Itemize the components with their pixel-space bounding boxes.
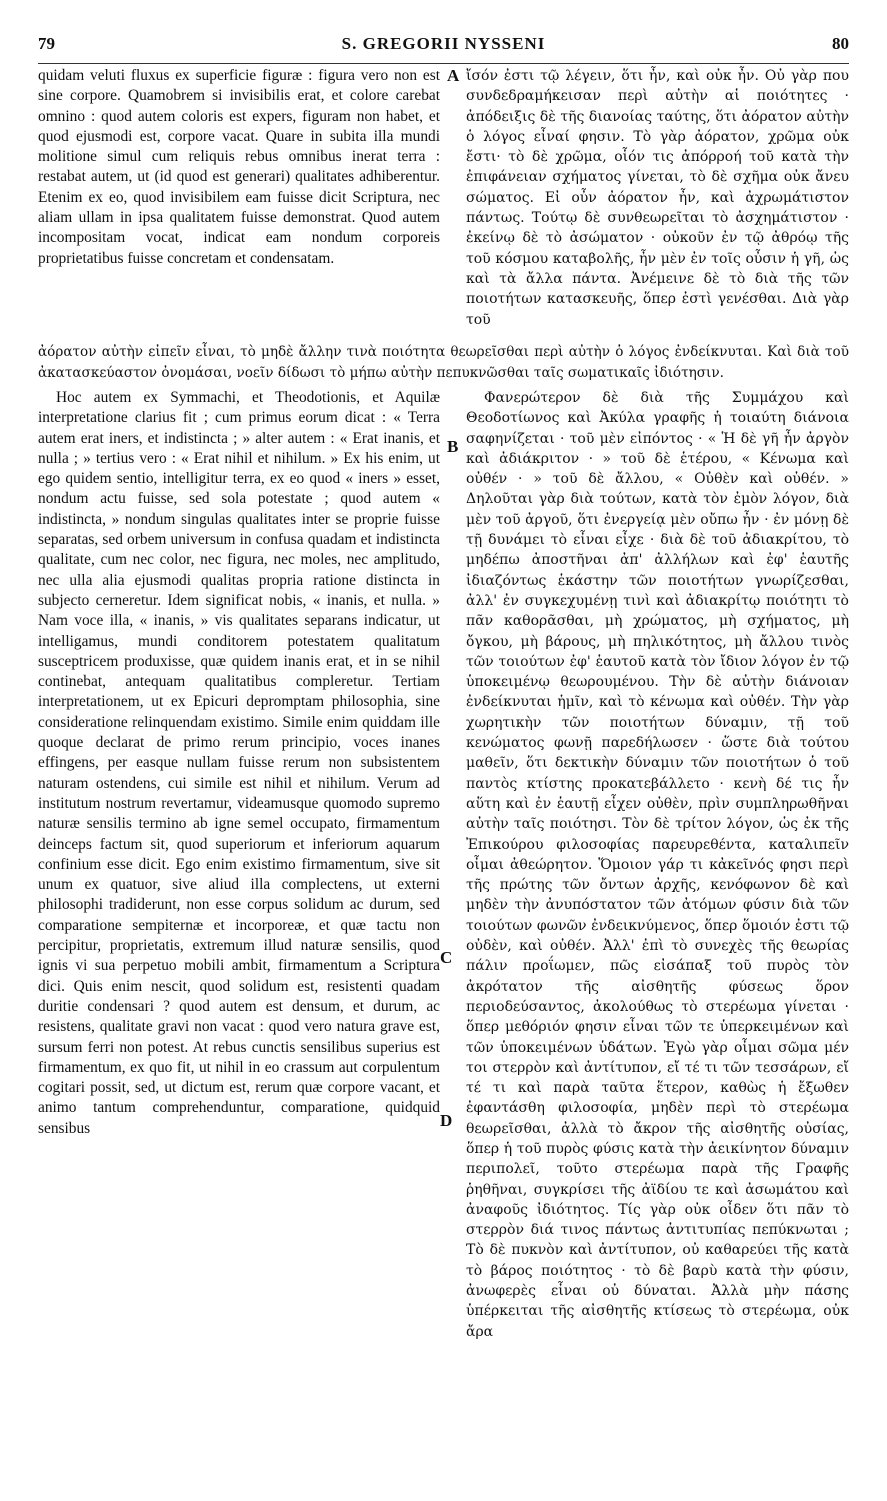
latin-paragraph-1: quidam veluti fluxus ex superficie figuræ : figura vero non est sine corpore. Quamobrem si invisibilis erat, et colore carebat omnino : quod autem coloris est expers, figuram non habet, et quod ejusmodi est, corpore vacat. Quare in subita illa mundi molitione simul cum reliquis rebus omnibus inerat terra : restabat autem, ut (id quod est generari) qualitates adhiberentur. Etenim ex eo, quod invisibilem eam fuisse dicit Scriptura, nec aliam ullam in ipsa qualitatem fuisse demonstrat. Quod autem incompositam vocat, indicat eam nondum corporeis proprietatibus fuisse concretam et condensatam. <box>38 67 440 267</box>
latin-column-bottom <box>38 388 440 1483</box>
running-title: S. GREGORII NYSSENI <box>341 34 546 53</box>
margin-marker-b: B <box>447 437 459 456</box>
greek-column-top <box>466 66 849 338</box>
greek-column-bottom <box>466 388 849 1483</box>
latin-column-top <box>38 66 440 338</box>
margin-marker-c: C <box>440 948 453 967</box>
page-header <box>0 34 887 60</box>
latin-paragraph-2: Hoc autem ex Symmachi, et Theodotionis, et Aquilæ interpretatione clarius fit ; cum primus eorum dicat : « Terra autem erat iners, et indistincta ; » alter autem : « Erat inanis, et nulla ; » tertius vero : « Erat nihil et nihilum. » Ex his enim, ut ego quidem sentio, intelligitur terra, ex eo quod « iners » esset, nondum actu fuisse, sed sola potestate ; quod autem « indistincta, » nondum singulas qualitates inter se proprie fuisse separatas, sed orbem universum in confusa quadam et indistincta qualitate, cum nec color, nec figura, nec moles, nec amplitudo, nec ulla alia ejusmodi qualitas propria ratione distincta in subjecto cerneretur. Idem significat nobis, « inanis, et nulla. » Nam voce illa, « inanis, » vis qualitates separans indicatur, ut intelligamus, mundi conditorem potestatem qualitatum susceptricem produxisse, quæ quidem inanis erat, et in se nihil continebat, antequam qualitatibus compleretur. Tertiam interpretationem, ut ex Epicuri depromptam philosophia, sine consideratione relinquendam existimo. Simile enim quiddam ille quoque declarat de primo rerum principio, voces inanes effingens, per easque nullam fuisse rerum non subsistentem naturam ostendens, cui simile est nihil et nihilum. Verum ad institutum nostrum revertamur, videamusque quomodo supremo naturæ sensilis termino ab igne semel occupato, firmamentum deinceps factum sit, quod superiorum et inferiorum aquarum confinium esse dicit. Ego enim existimo firmamentum, sive sit unum ex quatuor, sive aliud illa complectens, ut externi philosophi tradiderunt, non esse corpus solidum ac durum, sed comparatione sempiternæ et incorporeæ, et quæ tactu non percipitur, proprietatis, extremum illud naturæ sensilis, quod ignis vi sua perpetuo mobili ambit, firmamentum a Scriptura dici. Quis enim nescit, quod solidum est, resistenti quadam duritie condensari ? quod autem est densum, et durum, ac resistens, qualitate gravi non vacat : quod vero natura grave est, sursum ferri non potest. At rebus cunctis sensilibus superius est firmamentum, ex quo fit, ut nihil in eo crassum aut corpulentum cogitari possit, sed, ut dictum est, rerum quæ corpore vacant, et animo tantum comprehenduntur, comparatione, quidquid sensibus <box>38 389 440 1137</box>
margin-marker-a: A <box>447 66 460 85</box>
greek-paragraph-1: ἴσόν ἐστι τῷ λέγειν, ὅτι ἦν, καὶ οὐκ ἦν. Οὐ γὰρ που συνδεδραμήκεισαν περὶ αὐτὴν αἱ ποιότητες · ἀπόδειξις δὲ τῆς διανοίας ταύτης, ὅτι ἀόρατον αὐτὴν ὁ λόγος εἶναί φησιν. Τὸ γὰρ ἀόρατον, χρῶμα οὐκ ἔστι· τὸ δὲ χρῶμα, οἷόν τις ἀπόρροή τοῦ κατὰ τὴν ἐπιφάνειαν σχήματος γίνεται, τὸ δὲ σχῆμα οὐκ ἄνευ σώματος. Εἰ οὖν ἀόρατον ἦν, καὶ ἀχρωμάτιστον πάντως. Τούτῳ δὲ συνθεωρεῖται τὸ ἀσχημάτιστον · ἐκείνῳ δὲ τὸ ἀσώματον · οὐκοῦν ἐν τῷ ἀθρόῳ τῆς τοῦ κόσμου καταβολῆς, ἦν μὲν ἐν τοῖς οὖσιν ἡ γῆ, ὡς καὶ τὰ ἄλλα πάντα. Ἀνέμεινε δὲ τὸ διὰ τῆς τῶν ποιοτήτων κατασκευῆς, ὅπερ ἐστὶ γενέσθαι. Διὰ γὰρ τοῦ <box>466 68 849 328</box>
greek-paragraph-2: Φανερώτερον δὲ διὰ τῆς Συμμάχου καὶ Θεοδοτίωνος καὶ Ἀκύλα γραφῆς ἡ τοιαύτη διάνοια σαφηνίζεται · τοῦ μὲν εἰπόντος · « Ἡ δὲ γῆ ἦν ἀργὸν καὶ ἀδιάκριτον · » τοῦ δὲ ἑτέρου, « Κένωμα καὶ οὐθέν · » τοῦ δὲ ἄλλου, « Οὐθὲν καὶ οὐθέν. » Δηλοῦται γὰρ διὰ τούτων, κατὰ τὸν ἐμὸν λόγον, διὰ μὲν τοῦ ἀργοῦ, ὅτι ἐνεργείᾳ μὲν οὔπω ἦν · ἐν μόνῃ δὲ τῇ δυνάμει τὸ εἶναι εἶχε · διὰ δὲ τοῦ ἀδιακρίτου, τὸ μηδέπω ἀποστῆναι ἀπ' ἀλλήλων καὶ ἐφ' ἑαυτῆς ἰδιαζόντως ἑκάστην τῶν ποιοτήτων γνωρίζεσθαι, ἀλλ' ἐν συγκεχυμένῃ τινὶ καὶ ἀδιακρίτῳ ποιότητι τὸ πᾶν καθορᾶσθαι, μὴ χρώματος, μὴ σχήματος, μὴ ὄγκου, μὴ βάρους, μὴ πηλικότητος, μὴ ἄλλου τινὸς τῶν τοιούτων ἐφ' ἑαυτοῦ κατὰ τὸν ἴδιον λόγον ἐν τῷ ὑποκειμένῳ θεωρουμένου. Τὴν δὲ αὐτὴν διάνοιαν ἐνδείκνυται ἡμῖν, καὶ τὸ κένωμα καὶ οὐθέν. Τὴν γὰρ χωρητικὴν τῶν ποιοτήτων δύναμιν, τῇ τοῦ κενώματος φωνῇ παρεδήλωσεν · ὥστε διὰ τούτου μαθεῖν, ὅτι δεκτικὴν δύναμιν τῶν ποιοτήτων ὁ τοῦ παντὸς κτίστης προκατεβάλλετο · κενὴ δέ τις ἦν αὕτη καὶ ἐν ἑαυτῇ εἶχεν οὐθὲν, πρὶν συμπληρωθῆναι αὐτὴν ταῖς ποιότησι. Τὸν δὲ τρίτον λόγον, ὡς ἐκ τῆς Ἐπικούρου φιλοσοφίας παρευρεθέντα, καταλιπεῖν οἶμαι ἀθεώρητον. Ὅμοιον γάρ τι κἀκεῖνός φησι περὶ τῆς πρώτης τῶν ὄντων ἀρχῆς, κενόφωνον δὲ καὶ μηδὲν τὴν ἀνυπόστατον τῶν ἀτόμων φύσιν διὰ τῶν τοιούτων φωνῶν ἐνδεικνύμενος, ὅπερ ὅμοιόν ἐστι τῷ οὐδὲν, καὶ οὐθέν. Ἀλλ' ἐπὶ τὸ συνεχὲς τῆς θεωρίας πάλιν προΐωμεν, πῶς εἰσάπαξ τοῦ πυρὸς τὸν ἀκρότατον τῆς αἰσθητῆς φύσεως ὅρον περιοδεύσαντος, ἀκολούθως τὸ στερέωμα γίνεται · ὅπερ μεθόριόν φησιν εἶναι τῶν τε ὑπερκειμένων καὶ τῶν ὑποκειμένων ὑδάτων. Ἐγὼ γὰρ οἶμαι σῶμα μέν τοι στερρὸν καὶ ἀντίτυπον, εἴ τέ τι τῶν τεσσάρων, εἴ τέ τι καὶ παρὰ ταῦτα ἕτερον, καθὼς ἡ ἔξωθεν ἐφαντάσθη φιλοσοφία, μηδὲν περὶ τὸ στερέωμα θεωρεῖσθαι, ἀλλὰ τὸ ἄκρον τῆς αἰσθητῆς οὐσίας, ὅπερ ἡ τοῦ πυρὸς φύσις κατὰ τὴν ἀεικίνητον δύναμιν περιπολεῖ, τοῦτο στερέωμα παρὰ τῆς Γραφῆς ῥηθῆναι, συγκρίσει τῆς ἀϊδίου τε καὶ ἀσωμάτου καὶ ἀναφοῦς ἰδιότητος. Τίς γὰρ οὐκ οἶδεν ὅτι πᾶν τὸ στερρὸν διά τινος πάντως ἀντιτυπίας πεπύκνωται ; Τὸ δὲ πυκνὸν καὶ ἀντίτυπον, οὐ καθαρεύει τῆς κατὰ τὸ βάρος ποιότητος · τὸ δὲ βαρὺ κατὰ τὴν φύσιν, ἀνωφερὲς εἶναι οὐ δύναται. Ἀλλὰ μὴν πάσης ὑπέρκειται τῆς αἰσθητῆς κτίσεως τὸ στερέωμα, οὐκ ἄρα <box>466 390 849 1340</box>
greek-full-width-line: ἀόρατον αὐτὴν εἰπεῖν εἶναι, τὸ μηδὲ ἄλλην τινὰ ποιότητα θεωρεῖσθαι περὶ αὐτὴν ὁ λόγος ἐνδείκνυται. Καὶ διὰ τοῦ ἀκατασκεύαστον ὀνομάσαι, νοεῖν δίδωσι τὸ μήπω αὐτὴν πεπυκνῶσθαι ταῖς σωματικαῖς ἰδιότησιν. <box>38 344 849 381</box>
header-rule <box>38 63 849 64</box>
page-number-left: 79 <box>38 34 55 53</box>
page-number-right: 80 <box>832 34 849 53</box>
margin-marker-d: D <box>440 1111 453 1130</box>
